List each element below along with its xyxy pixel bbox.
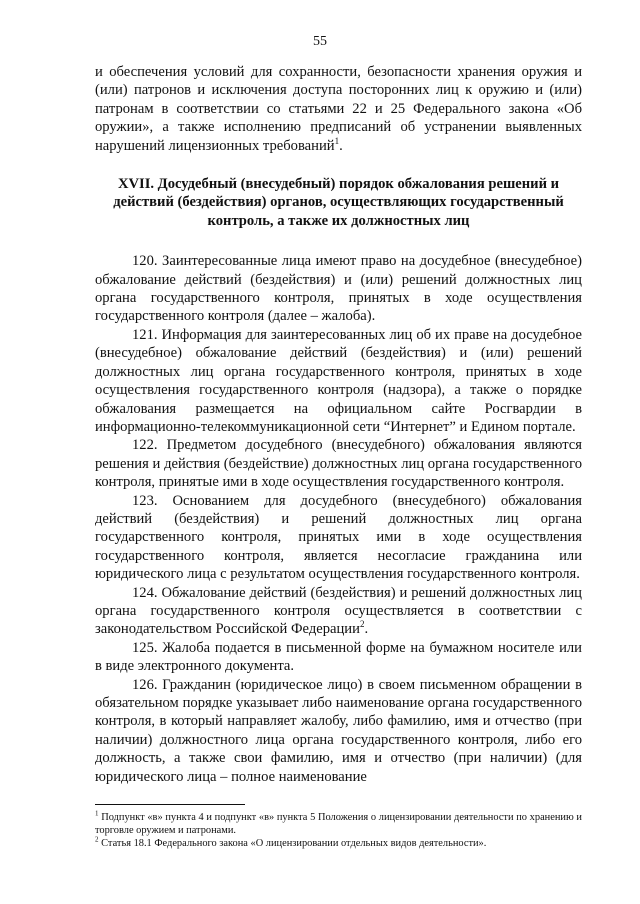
footnote-ref-2: 2 [359, 619, 365, 630]
footnote-1 [95, 811, 582, 837]
paragraph-121: 121. Информация для заинтересованных лиц об их праве на досудебное (внесудебное) обжалование действий (бездействия) и (или) решений должностных лиц органа государственного контроля, принятых в ходе осуществления государственного контроля (надзора), а также о порядке обжалования размещается на официальном сайте Росгвардии в информационно-телекоммуникационной сети “Интернет” и Едином портале. [95, 326, 582, 435]
section-heading: XVII. Досудебный (внесудебный) порядок обжалования решений и действий (бездействия) органов, осуществляющих государственный контроль, а также их должностных лиц [113, 176, 564, 229]
paragraph-125: 125. Жалоба подается в письменной форме на бумажном носителе или в виде электронного документа. [95, 639, 582, 675]
footnote-2 [95, 837, 582, 850]
page-number: 55 [313, 34, 327, 49]
intro-paragraph: и обеспечения условий для сохранности, безопасности хранения оружия и (или) патронов и исключения доступа посторонних лиц к оружию и (или) патронам в соответствии со статьями 22 и 25 Федерального закона «Об оружии», а также исполнению предписаний об устранении выявленных нарушений лицензионных требований$^1$. [95, 64, 582, 154]
footnotes [95, 811, 582, 850]
footnote-divider [95, 804, 245, 805]
paragraph-124-end: . [364, 621, 369, 638]
footnote-2-text: Статья 18.1 Федерального закона «О лицензировании отдельных видов деятельности». [101, 838, 487, 849]
paragraph-124 [95, 584, 582, 639]
paragraph-120: 120. Заинтересованные лица имеют право на досудебное (внесудебное) обжалование действий (бездействия) и (или) решений должностных лиц органа государственного контроля, принятых в ходе осуществления государственного контроля (далее – жалоба). [95, 253, 582, 325]
intro-text: и обеспечения условий для сохранности, безопасности хранения оружия и (или) патронов и исключения доступа посторонних лиц к оружию и (или) патронам в соответствии со статьями 22 и 25 Федерального закона «Об оружии», а также исполнению предписаний об устранении выявленных нарушений лицензионных требований [95, 64, 582, 154]
paragraph-124-text: 124. Обжалование действий (бездействия) и решений должностных лиц органа государственного контроля осуществляется в соответствии с законодательством Российской Федерации [95, 584, 582, 638]
footnote-1-marker: 1 [95, 809, 99, 818]
footnote-1-text: Подпункт «в» пункта 4 и подпункт «в» пункта 5 Положения о лицензировании деятельности по хранению и торговле оружием и патронами. [95, 812, 582, 836]
body-text [95, 63, 582, 786]
footnote-2-marker: 2 [95, 835, 99, 844]
paragraph-123: 123. Основанием для досудебного (внесудебного) обжалования действий (бездействия) и решений должностных лиц органа государственного контроля, принятых ими в ходе осуществления государственного контроля, является несогласие гражданина или юридического лица с результатом осуществления государственного контроля. [95, 492, 582, 583]
paragraph-122: 122. Предметом досудебного (внесудебного) обжалования являются решения и действия (бездействие) должностных лиц органа государственного контроля, принятые ими в ходе осуществления государственного контроля. [95, 437, 582, 491]
paragraph-126: 126. Гражданин (юридическое лицо) в своем письменном обращении в обязательном порядке указывает либо наименование органа государственного контроля, в который направляет жалобу, либо фамилию, имя и отчество (при наличии) должностного лица органа государственного контроля, либо его должность, а также свои фамилию, имя и отчество (при наличии) (для юридического лица – полное наименование [95, 676, 582, 785]
footnote-ref-1: 1 [334, 135, 340, 146]
